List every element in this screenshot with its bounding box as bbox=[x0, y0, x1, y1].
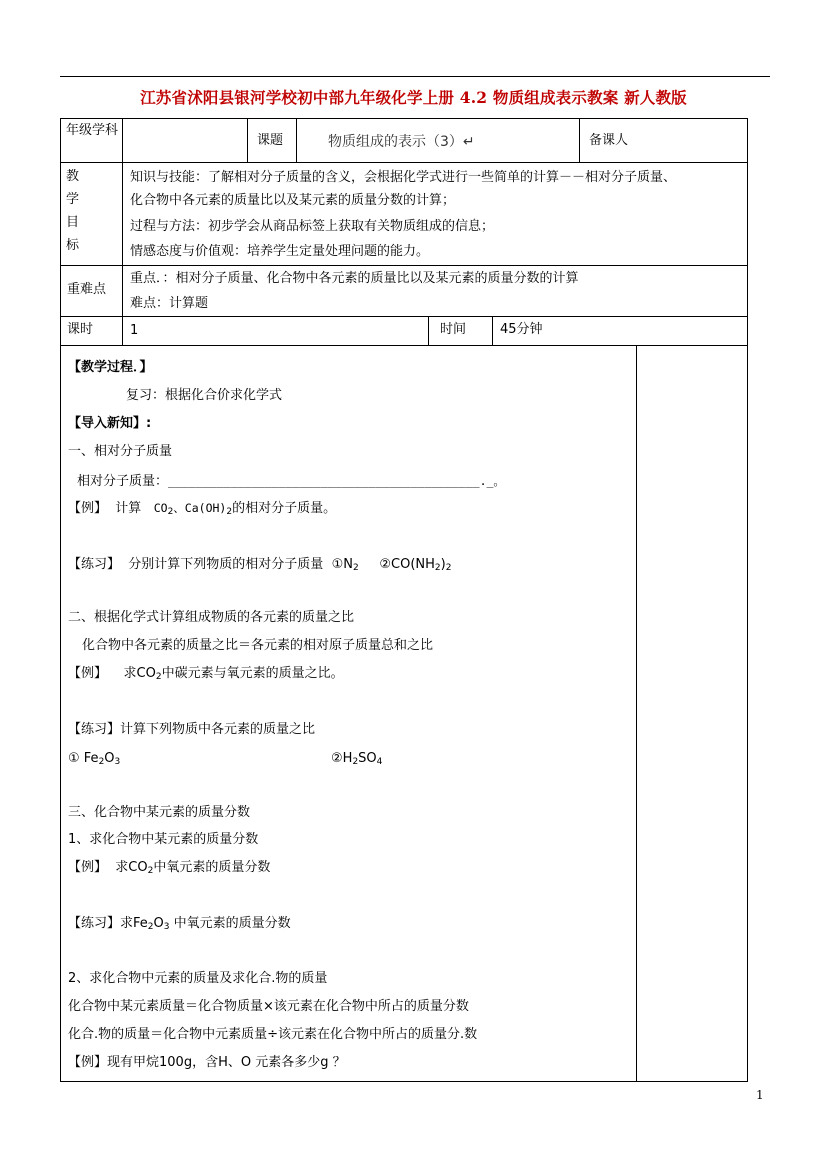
formula-sub: 4 bbox=[376, 757, 383, 767]
objectives-label-1: 教 bbox=[66, 169, 80, 184]
page-number: 1 bbox=[756, 1088, 764, 1102]
formula-sub: 3 bbox=[163, 922, 170, 932]
formula-sub: 2 bbox=[167, 507, 174, 517]
s1-definition-label: 相对分子质量： bbox=[77, 474, 169, 489]
formula-co2: CO bbox=[153, 501, 168, 515]
objectives-label-2: 学 bbox=[66, 192, 80, 207]
review-line: 复习：根据化合价求化学式 bbox=[126, 388, 283, 403]
formula-h2so4: ②H bbox=[331, 751, 353, 766]
formula-h2so4: SO bbox=[358, 751, 377, 766]
header-rule bbox=[60, 76, 770, 77]
section-3-title: 三、化合物中某元素的质量分数 bbox=[68, 805, 251, 820]
formula-caoh2: 、Ca(OH) bbox=[173, 501, 227, 515]
formula-urea: ) bbox=[440, 557, 446, 572]
s1-practice-text: 分别计算下列物质的相对分子质量 bbox=[128, 557, 324, 572]
objective-line-2: 化合物中各元素的质量比以及某元素的质量分数的计算； bbox=[130, 193, 456, 208]
formula-fe2o3: ① Fe bbox=[68, 751, 99, 766]
document-title: 江苏省沭阳县银河学校初中部九年级化学上册 4.2 物质组成表示教案 新人教版 bbox=[140, 88, 687, 107]
section-2-title: 二、根据化学式计算组成物质的各元素的质量之比 bbox=[68, 610, 355, 625]
s1-definition bbox=[77, 471, 505, 492]
objective-line-1: 知识与技能：了解相对分子质量的含义，会根据化学式进行一些简单的计算－－相对分子质量、 bbox=[130, 170, 677, 185]
section-1-title: 一、相对分子质量 bbox=[68, 444, 173, 459]
formula-n2: ①N bbox=[331, 557, 353, 572]
s3-example bbox=[68, 858, 270, 881]
topic-label: 课题 bbox=[257, 133, 284, 148]
grade-label: 年级学科 bbox=[66, 123, 119, 138]
s2-rule: 化合物中各元素的质量之比＝各元素的相对原子质量总和之比 bbox=[82, 638, 434, 653]
s2-item-1 bbox=[68, 749, 120, 772]
difficult-point: 难点：计算题 bbox=[130, 296, 209, 311]
s3-practice-text: 【练习】求Fe bbox=[68, 916, 148, 931]
time-value: 45分钟 bbox=[500, 322, 543, 337]
s3-practice bbox=[68, 914, 291, 937]
formula-sub: 2 bbox=[147, 922, 154, 932]
s3-practice-text: 中氧元素的质量分数 bbox=[173, 916, 291, 931]
formula-sub: 3 bbox=[114, 757, 121, 767]
objective-line-4: 情感态度与价值观：培养学生定量处理问题的能力。 bbox=[130, 244, 430, 259]
example-tag: 【例】 bbox=[68, 860, 108, 875]
s1-example bbox=[68, 498, 336, 522]
s1-definition-blank: _____________________________________________._。 bbox=[168, 474, 505, 488]
s2-example bbox=[68, 664, 344, 687]
practice-tag: 【练习】 bbox=[68, 557, 121, 572]
s2-example-text: 中碳元素与氧元素的质量之比。 bbox=[161, 666, 344, 681]
objective-line-3: 过程与方法：初步学会从商品标签上获取有关物质组成的信息； bbox=[130, 219, 495, 234]
objectives-label-4: 标 bbox=[66, 238, 80, 253]
s2-item-2 bbox=[331, 749, 382, 772]
formula-sub: 2 bbox=[147, 866, 154, 876]
intro-heading: 【导入新知】: bbox=[68, 416, 152, 431]
s2-example-text: 求CO bbox=[123, 666, 156, 681]
s1-example-text: 计算 bbox=[115, 501, 142, 516]
formula-fe2o3: O bbox=[153, 916, 164, 931]
formula-sub: 2 bbox=[352, 563, 359, 573]
s3-formula-1: 化合物中某元素质量＝化合物质量×该元素在化合物中所占的质量分数 bbox=[68, 999, 469, 1014]
formula-sub: 2 bbox=[155, 672, 162, 682]
hours-value: 1 bbox=[130, 323, 139, 338]
topic-value: 物质组成的表示（3）↵ bbox=[328, 134, 475, 150]
key-point: 重点．：相对分子质量、化合物中各元素的质量比以及某元素的质量分数的计算 bbox=[130, 271, 579, 286]
s3-example-text: 求CO bbox=[115, 860, 148, 875]
s1-practice bbox=[68, 555, 451, 578]
example-tag: 【例】 bbox=[68, 666, 108, 681]
s3-example-2: 【例】现有甲烷100g，含H、O 元素各多少g ？ bbox=[68, 1055, 346, 1070]
time-label: 时间 bbox=[440, 322, 467, 337]
example-tag: 【例】 bbox=[68, 501, 108, 516]
key-points-label: 重难点 bbox=[67, 282, 107, 297]
objectives-label-3: 目 bbox=[66, 215, 80, 230]
s3-subsection-2: 2、求化合物中元素的质量及求化合.物的质量 bbox=[68, 971, 328, 986]
formula-sub: 2 bbox=[98, 757, 105, 767]
s3-formula-2: 化合.物的质量＝化合物中元素质量÷该元素在化合物中所占的质量分.数 bbox=[68, 1027, 478, 1042]
formula-urea: ②CO(NH bbox=[379, 557, 435, 572]
s2-practice: 【练习】计算下列物质中各元素的质量之比 bbox=[68, 722, 316, 737]
formula-sub: 2 bbox=[352, 757, 359, 767]
s1-example-text: 的相对分子质量。 bbox=[232, 501, 337, 516]
s3-subsection-1: 1、求化合物中某元素的质量分数 bbox=[68, 832, 259, 847]
formula-sub: 2 bbox=[445, 563, 452, 573]
hours-label: 课时 bbox=[67, 322, 94, 337]
formula-sub: 2 bbox=[226, 507, 233, 517]
s3-example-text: 中氧元素的质量分数 bbox=[153, 860, 271, 875]
preparer-label: 备课人 bbox=[589, 133, 629, 148]
process-heading: 【教学过程．】 bbox=[68, 360, 153, 375]
formula-sub: 2 bbox=[434, 563, 441, 573]
formula-fe2o3: O bbox=[104, 751, 115, 766]
